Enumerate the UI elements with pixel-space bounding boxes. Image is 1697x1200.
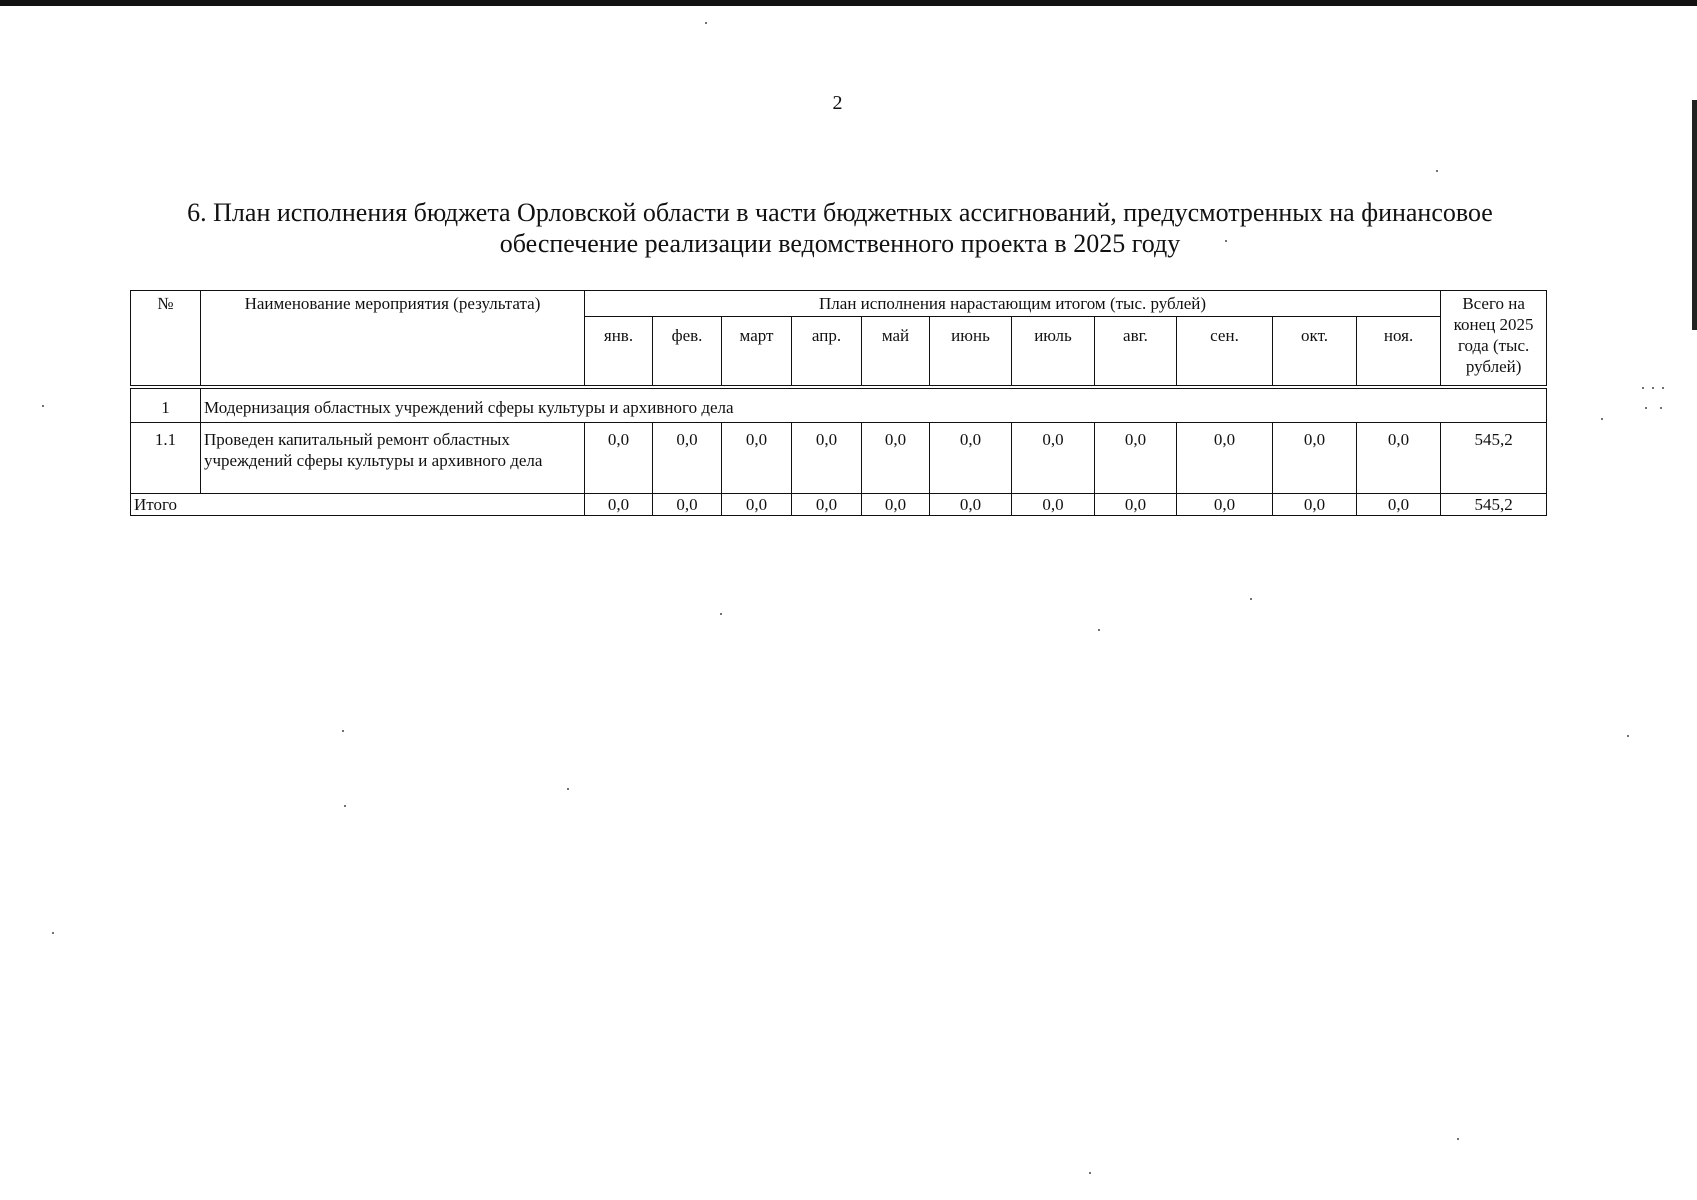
scan-right-edge bbox=[1692, 100, 1697, 330]
section-row bbox=[131, 389, 1547, 423]
item-value-feb: 0,0 bbox=[653, 423, 722, 494]
header-month-aug: авг. bbox=[1095, 317, 1177, 386]
header-number: № bbox=[131, 291, 201, 386]
scan-speck bbox=[1627, 735, 1629, 737]
header-month-jan: янв. bbox=[585, 317, 653, 386]
total-row bbox=[131, 494, 1547, 516]
total-value-apr: 0,0 bbox=[792, 494, 862, 516]
total-value-jun: 0,0 bbox=[930, 494, 1012, 516]
document-title bbox=[140, 197, 1540, 259]
scan-speck bbox=[1652, 387, 1654, 389]
scan-speck bbox=[1645, 407, 1647, 409]
page-number: 2 bbox=[832, 92, 843, 114]
header-month-oct: окт. bbox=[1273, 317, 1357, 386]
scan-speck bbox=[1250, 598, 1252, 600]
item-year-total: 545,2 bbox=[1441, 423, 1547, 494]
item-value-oct: 0,0 bbox=[1273, 423, 1357, 494]
budget-plan-table bbox=[130, 290, 1547, 516]
total-value-aug: 0,0 bbox=[1095, 494, 1177, 516]
header-month-apr: апр. bbox=[792, 317, 862, 386]
header-month-jul: июль bbox=[1012, 317, 1095, 386]
total-value-may: 0,0 bbox=[862, 494, 930, 516]
total-value-nov: 0,0 bbox=[1357, 494, 1441, 516]
scan-speck bbox=[342, 730, 344, 732]
item-value-jun: 0,0 bbox=[930, 423, 1012, 494]
header-month-feb: фев. bbox=[653, 317, 722, 386]
scan-speck bbox=[1660, 407, 1662, 409]
item-value-mar: 0,0 bbox=[722, 423, 792, 494]
total-value-feb: 0,0 bbox=[653, 494, 722, 516]
scan-speck bbox=[1089, 1172, 1091, 1174]
item-value-aug: 0,0 bbox=[1095, 423, 1177, 494]
section-name: Модернизация областных учреждений сферы культуры и архивного дела bbox=[201, 389, 1547, 423]
total-value-sep: 0,0 bbox=[1177, 494, 1273, 516]
total-value-jul: 0,0 bbox=[1012, 494, 1095, 516]
section-number: 1 bbox=[131, 389, 201, 423]
header-year-total: Всего на конец 2025 года (тыс. рублей) bbox=[1441, 291, 1547, 386]
scan-speck bbox=[1436, 170, 1438, 172]
scan-speck bbox=[42, 405, 44, 407]
scan-speck bbox=[567, 788, 569, 790]
table-row bbox=[131, 423, 1547, 494]
header-month-nov: ноя. bbox=[1357, 317, 1441, 386]
header-month-mar: март bbox=[722, 317, 792, 386]
header-row-1 bbox=[131, 291, 1547, 317]
title-line-2: обеспечение реализации ведомственного проекта в 2025 году bbox=[499, 229, 1181, 258]
title-line-1: 6. План исполнения бюджета Орловской области в части бюджетных ассигнований, предусмотренных на финансовое bbox=[187, 198, 1493, 227]
header-month-jun: июнь bbox=[930, 317, 1012, 386]
scan-speck bbox=[1601, 418, 1603, 420]
scan-speck bbox=[1225, 240, 1227, 242]
scan-speck bbox=[52, 932, 54, 934]
scan-top-edge bbox=[0, 0, 1697, 6]
item-value-sep: 0,0 bbox=[1177, 423, 1273, 494]
total-value-mar: 0,0 bbox=[722, 494, 792, 516]
header-month-may: май bbox=[862, 317, 930, 386]
scan-speck bbox=[720, 613, 722, 615]
item-value-nov: 0,0 bbox=[1357, 423, 1441, 494]
header-month-sep: сен. bbox=[1177, 317, 1273, 386]
total-value-oct: 0,0 bbox=[1273, 494, 1357, 516]
scan-speck bbox=[344, 805, 346, 807]
item-value-jul: 0,0 bbox=[1012, 423, 1095, 494]
scan-speck bbox=[1098, 629, 1100, 631]
item-value-may: 0,0 bbox=[862, 423, 930, 494]
total-value-jan: 0,0 bbox=[585, 494, 653, 516]
total-year-total: 545,2 bbox=[1441, 494, 1547, 516]
scan-speck bbox=[705, 22, 707, 24]
header-plan: План исполнения нарастающим итогом (тыс. рублей) bbox=[585, 291, 1441, 317]
item-value-jan: 0,0 bbox=[585, 423, 653, 494]
item-name: Проведен капитальный ремонт областных учреждений сферы культуры и архивного дела bbox=[201, 423, 585, 494]
scan-speck bbox=[1642, 387, 1644, 389]
scan-speck bbox=[1457, 1138, 1459, 1140]
scan-speck bbox=[1662, 387, 1664, 389]
item-value-apr: 0,0 bbox=[792, 423, 862, 494]
item-number: 1.1 bbox=[131, 423, 201, 494]
total-label: Итого bbox=[131, 494, 585, 516]
header-activity-name: Наименование мероприятия (результата) bbox=[201, 291, 585, 386]
